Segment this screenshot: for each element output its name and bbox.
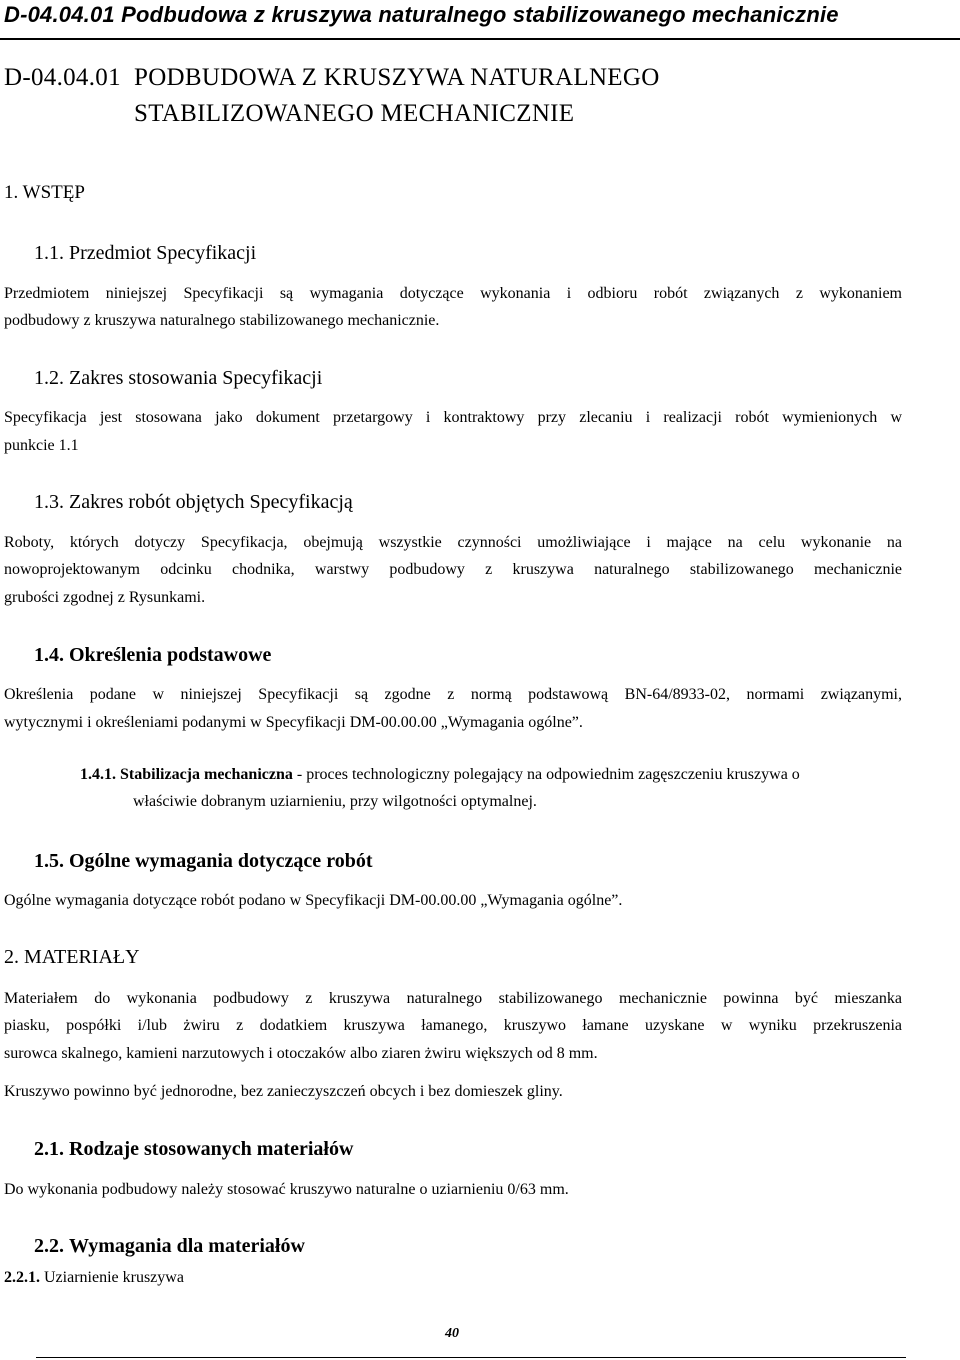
definition-continuation: właściwie dobranym uziarnieniu, przy wilgotności optymalnej. bbox=[133, 793, 537, 810]
section-title: Wymagania dla materiałów bbox=[69, 1235, 305, 1257]
section-1-1-heading bbox=[34, 242, 256, 265]
section-number: 1.5. bbox=[34, 850, 64, 872]
title-line-1: PODBUDOWA Z KRUSZYWA NATURALNEGO bbox=[134, 64, 660, 91]
section-1-4-heading bbox=[34, 644, 271, 667]
section-2-heading: 2. MATERIAŁY bbox=[4, 946, 140, 968]
subsection-number: 2.2.1. bbox=[4, 1269, 40, 1286]
paragraph-line: Materiałem do wykonania podbudowy z kruszywa naturalnego stabilizowanego mechanicznie powinna być mieszanka bbox=[4, 990, 902, 1007]
section-title: Przedmiot Specyfikacji bbox=[69, 242, 257, 264]
definition-number: 1.4.1. bbox=[80, 766, 116, 783]
paragraph-line: piasku, pospółki i/lub żwiru z dodatkiem kruszywa łamanego, kruszywo łamane uzyskane w wyniku przekruszenia bbox=[4, 1017, 902, 1034]
definition-term: Stabilizacja mechaniczna bbox=[120, 766, 293, 783]
section-2-2-heading bbox=[34, 1235, 305, 1258]
section-title: Ogólne wymagania dotyczące robót bbox=[69, 850, 373, 872]
section-number: 2.2. bbox=[34, 1235, 64, 1257]
paragraph-line: podbudowy z kruszywa naturalnego stabilizowanego mechanicznie. bbox=[4, 312, 440, 329]
paragraph-line: Ogólne wymagania dotyczące robót podano w Specyfikacji DM-00.00.00 „Wymagania ogólne”. bbox=[4, 892, 623, 909]
section-number: 1.3. bbox=[34, 491, 64, 513]
section-1-3-heading bbox=[34, 491, 353, 514]
section-title: Zakres robót objętych Specyfikacją bbox=[69, 491, 353, 513]
paragraph-line: wytycznymi i określeniami podanymi w Specyfikacji DM-00.00.00 „Wymagania ogólne”. bbox=[4, 714, 583, 731]
paragraph-line: Roboty, których dotyczy Specyfikacja, obejmują wszystkie czynności umożliwiające i mające na celu wykonanie na bbox=[4, 534, 902, 551]
section-number: 1.4. bbox=[34, 644, 64, 666]
section-title: Rodzaje stosowanych materiałów bbox=[69, 1138, 354, 1160]
paragraph-line: nowoprojektowanym odcinku chodnika, warstwy podbudowy z kruszywa naturalnego stabilizowanego mechanicznie bbox=[4, 561, 902, 578]
header-rule bbox=[0, 38, 960, 40]
running-header: D-04.04.01 Podbudowa z kruszywa naturalnego stabilizowanego mechanicznie bbox=[4, 2, 839, 27]
paragraph-line: Określenia podane w niniejszej Specyfikacji są zgodne z normą podstawową BN-64/8933-02, normami związanymi, bbox=[4, 686, 902, 703]
paragraph-line: Przedmiotem niniejszej Specyfikacji są wymagania dotyczące wykonania i odbioru robót związanych z wykonaniem bbox=[4, 285, 902, 302]
paragraph-line: Kruszywo powinno być jednorodne, bez zanieczyszczeń obcych i bez domieszek gliny. bbox=[4, 1083, 563, 1100]
page-number: 40 bbox=[445, 1326, 459, 1341]
title-line-2: STABILIZOWANEGO MECHANICZNIE bbox=[134, 100, 575, 127]
section-1-2-heading bbox=[34, 367, 322, 390]
subsection-2-2-1 bbox=[4, 1269, 184, 1287]
definition-1-4-1 bbox=[80, 766, 800, 784]
paragraph-line: surowca skalnego, kamieni narzutowych i otoczaków albo ziaren żwiru większych od 8 mm. bbox=[4, 1045, 598, 1062]
paragraph-line: Do wykonania podbudowy należy stosować kruszywo naturalne o uziarnieniu 0/63 mm. bbox=[4, 1181, 569, 1198]
paragraph-line: grubości zgodnej z Rysunkami. bbox=[4, 589, 206, 606]
subsection-title: Uziarnienie kruszywa bbox=[40, 1269, 184, 1286]
definition-text: - proces technologiczny polegający na odpowiednim zagęszczeniu kruszywa o bbox=[292, 766, 800, 783]
paragraph-line: Specyfikacja jest stosowana jako dokument przetargowy i kontraktowy przy zlecaniu i realizacji robót wymienionych w bbox=[4, 409, 902, 426]
section-title: Zakres stosowania Specyfikacji bbox=[69, 367, 323, 389]
section-number: 2.1. bbox=[34, 1138, 64, 1160]
section-1-5-heading bbox=[34, 850, 373, 873]
spec-code: D-04.04.01 bbox=[4, 64, 121, 91]
footer-rule bbox=[36, 1357, 906, 1358]
section-2-1-heading bbox=[34, 1138, 353, 1161]
section-title: Określenia podstawowe bbox=[69, 644, 272, 666]
section-number: 1.1. bbox=[34, 242, 64, 264]
paragraph-line: punkcie 1.1 bbox=[4, 437, 79, 454]
section-number: 1.2. bbox=[34, 367, 64, 389]
section-1-heading: 1. WSTĘP bbox=[4, 182, 85, 203]
